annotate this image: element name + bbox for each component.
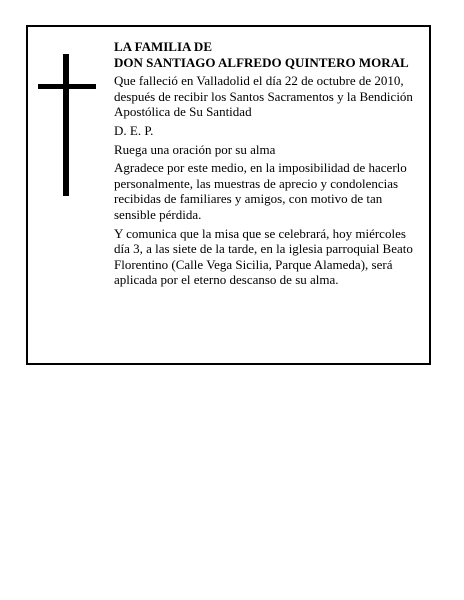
deceased-name: DON SANTIAGO ALFREDO QUINTERO MORAL [114,54,409,70]
cross-vertical-bar [63,54,69,196]
thanks-paragraph: Agradece por este medio, en la imposibilidad de hacerlo personalmente, las muestras de aprecio y condolencias recibidas de familiares y amigos, con motivo de tan sensible pérdida. [114,160,407,222]
family-heading-line1: LA FAMILIA DE [114,39,212,54]
rip-text: D. E. P. [114,122,154,138]
prayer-request: Ruega una oración por su alma [114,141,276,157]
obituary-text [114,39,424,291]
cross-horizontal-bar [38,84,96,89]
family-heading [114,39,424,70]
death-announcement: Que falleció en Valladolid el día 22 de octubre de 2010, después de recibir los Santos Sacramentos y la Bendición Apostólica de Su Santidad [114,73,413,120]
mass-announcement: Y comunica que la misa que se celebrará, hoy miércoles día 3, a las siete de la tarde, en la iglesia parroquial Beato Florentino (Calle Vega Sicilia, Parque Alameda), será aplicada por el eterno descanso de su alma. [114,225,413,288]
